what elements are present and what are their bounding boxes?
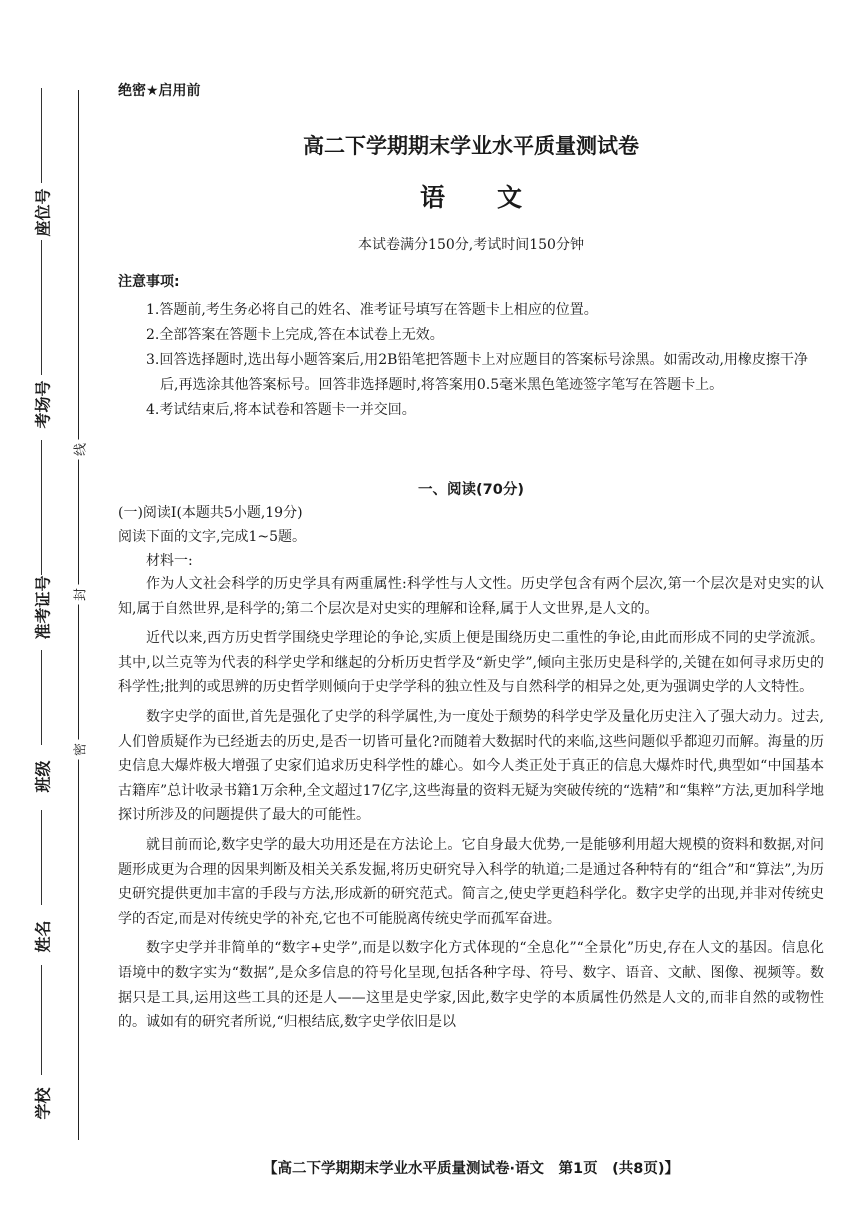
cut-mark-secret: 密 [70,740,89,760]
school-field [41,965,42,1075]
exam-info: 本试卷满分150分,考试时间150分钟 [358,237,584,253]
exam-room-field [41,240,42,375]
binding-margin [0,0,110,1215]
notes-list [146,298,824,423]
material-label: 材料一: [146,553,193,569]
admission-number-field [41,440,42,575]
seat-number-label: 座位号 [33,188,53,237]
passage-paragraph: 作为人文社会科学的历史学具有两重属性:科学性与人文性。历史学包含有两个层次,第一个层次是对史实的认知,属于自然世界,是科学的;第二个层次是对史实的理解和诠释,属于人文世界,是人文的。 [118,576,824,617]
admission-number-label: 准考证号 [33,575,53,640]
seat-number-field [41,88,42,183]
note-item: 2.全部答案在答题卡上完成,答在本试卷上无效。 [146,327,444,343]
exam-room-label: 考场号 [33,380,53,429]
name-field [41,810,42,905]
cut-mark-seal: 封 [70,585,89,605]
class-label: 班级 [33,760,53,793]
note-item: 1.答题前,考生务必将自己的姓名、准考证号填写在答题卡上相应的位置。 [146,302,598,318]
class-field [41,650,42,745]
passage-paragraph: 就目前而论,数字史学的最大功用还是在方法论上。它自身最大优势,一是能够利用超大规模的资料和数据,对问题形成更为合理的因果判断及相关关系发掘,将历史研究导入科学的轨道;二是通过各种特有的“组合”和“算法”,为历史研究提供更加丰富的手段与方法,形成新的研究范式。简言之,使史学更趋科学化。数字史学的出现,并非对传统史学的否定,而是对传统史学的补充,它也不可能脱离传统史学而孤军奋进。 [118,836,824,927]
confidential-mark: 绝密★启用前 [118,83,201,99]
name-label: 姓名 [33,920,53,953]
notes-heading: 注意事项: [118,274,180,290]
passage-paragraph: 数字史学并非简单的“数字+史学”,而是以数字化方式体现的“全息化”“全景化”历史,存在人文的基因。信息化语境中的数字实为“数据”,是众多信息的符号化呈现,包括各种字母、符号、数字、语音、文献、图像、视频等。数据只是工具,运用这些工具的还是人——这里是史学家,因此,数字史学的本质属性仍然是人文的,而非自然的或物性的。诚如有的研究者所说,“归根结底,数字史学依旧是以 [118,940,824,1031]
part-heading: (一)阅读Ⅰ(本题共5小题,19分) [118,505,303,521]
page-footer: 【高二下学期期末学业水平质量测试卷·语文 第1页 (共8页)】 [263,1161,679,1177]
passage-body [118,572,824,1040]
subject-title: 语文 [419,183,574,212]
passage-paragraph: 近代以来,西方历史哲学围绕史学理论的争论,实质上便是围绕历史二重性的争论,由此而形成不同的史学流派。其中,以兰克等为代表的科学史学和继起的分析历史哲学及“新史学”,倾向主张历史是科学的,关键在如何寻求历史的科学性;批判的或思辨的历史哲学则倾向于史学学科的独立性及与自然科学的相异之处,更为强调史学的人文特性。 [118,630,824,696]
exam-title: 高二下学期期末学业水平质量测试卷 [303,134,639,158]
binding-line [78,90,79,1140]
note-item: 4.考试结束后,将本试卷和答题卡一并交回。 [146,402,416,418]
school-label: 学校 [33,1087,53,1120]
note-item: 3.回答选择题时,选出每小题答案后,用2B铅笔把答题卡上对应题目的答案标号涂黑。如需改动,用橡皮擦干净后,再选涂其他答案标号。回答非选择题时,将答案用0.5毫米黑色笔迹签字笔写在答题卡上。 [146,352,808,393]
cut-mark-line: 线 [70,440,89,460]
passage-paragraph: 数字史学的面世,首先是强化了史学的科学属性,为一度处于颓势的科学史学及量化历史注入了强大动力。过去,人们曾质疑作为已经逝去的历史,是否一切皆可量化?而随着大数据时代的来临,这些问题似乎都迎刃而解。海量的历史信息大爆炸极大增强了史家们追求历史科学性的雄心。如今人类正处于真正的信息大爆炸时代,典型如“中国基本古籍库”总计收录书籍1万余种,全文超过17亿字,这些海量的资料无疑为突破传统的“选精”和“集粹”方法,更加科学地探讨所涉及的问题提供了最大的可能性。 [118,708,824,824]
reading-instruction: 阅读下面的文字,完成1~5题。 [118,529,306,545]
section-title: 一、阅读(70分) [418,482,524,498]
